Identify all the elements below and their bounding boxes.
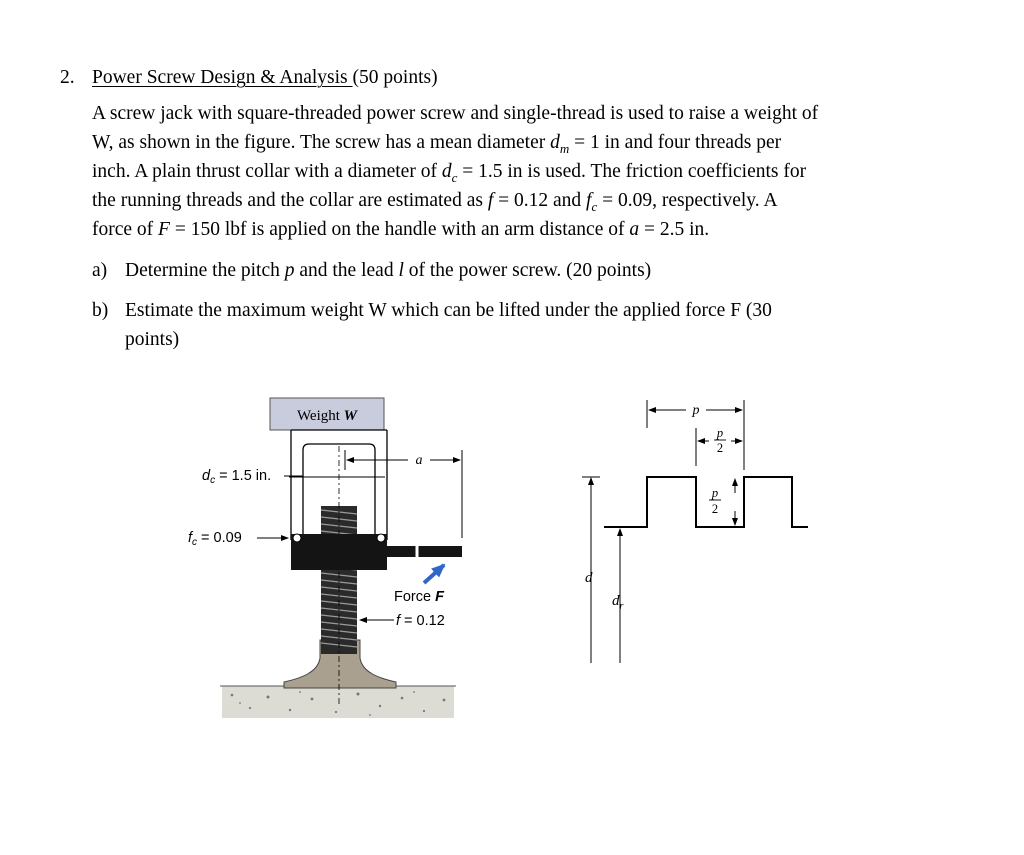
f-label: f = 0.12 (396, 613, 445, 629)
l-symbol: l (398, 260, 404, 281)
dc-label: $d_c = 1.5$ in. (202, 468, 272, 486)
collar-bearing-right (377, 534, 385, 542)
fc-subscript: c (591, 198, 598, 214)
dr-label: $d_r$ (612, 593, 624, 612)
part-b-label: b) (92, 300, 109, 321)
dc-symbol: d (441, 161, 452, 182)
part-b-line-1: Estimate the maximum weight W which can be lifted under the applied force F (30 (125, 300, 772, 321)
half-p-h-numerator: p (716, 426, 724, 440)
dm-subscript: m (559, 140, 570, 156)
weight-label: Weight W (296, 408, 358, 424)
half-p-h-denominator: 2 (716, 441, 724, 455)
fc-symbol: f (586, 190, 592, 211)
dm-symbol: d (550, 132, 560, 153)
screw-jack-figure (188, 398, 462, 718)
text: W, as shown in the figure. The screw has a mean diameter (92, 132, 551, 153)
f-symbol: f (487, 190, 494, 211)
text: and the lead (294, 260, 399, 281)
paragraph-line-1: A screw jack with square-threaded power screw and single-thread is used to raise a weight of (92, 103, 819, 124)
problem-points: (50 points) (352, 67, 438, 88)
text: = 2.5 in. (639, 219, 710, 240)
collar-bearing-left (293, 534, 301, 542)
text: of the power screw. (20 points) (403, 260, 652, 281)
thread-profile-figure (582, 400, 808, 663)
half-p-v-numerator: p (711, 486, 719, 500)
text: = 1 in and four threads per (569, 132, 782, 153)
thread-profile (604, 477, 808, 527)
part-a-label: a) (92, 260, 108, 281)
text: = 0.09, respectively. A (597, 190, 778, 211)
force-label: Force F (394, 589, 444, 605)
text: = 1.5 in is used. The friction coefficients for (457, 161, 807, 182)
text: = 150 lbf is applied on the handle with an arm distance of (169, 219, 630, 240)
text: the running threads and the collar are estimated as (92, 190, 488, 211)
force-arrow (424, 565, 444, 583)
p-label: p (692, 403, 700, 418)
a-label: a (415, 453, 423, 468)
half-p-v-denominator: 2 (711, 502, 719, 516)
a-symbol: a (629, 219, 640, 240)
nut-block (291, 534, 387, 570)
part-b-line-2: points) (125, 329, 180, 350)
text: Determine the pitch (125, 260, 285, 281)
handle-arm (387, 546, 462, 557)
text: force of (92, 219, 159, 240)
p-symbol: p (284, 260, 295, 281)
dc-subscript: c (451, 169, 458, 185)
F-symbol: F (158, 219, 170, 240)
problem-title: Power Screw Design & Analysis (92, 67, 353, 88)
problem-number: 2. (60, 67, 75, 88)
d-label: d (585, 570, 593, 586)
text: inch. A plain thrust collar with a diameter of (92, 161, 442, 182)
ground-slab (222, 686, 454, 718)
fc-label: $f_c = 0.09$ (188, 530, 242, 548)
text: = 0.12 and (493, 190, 587, 211)
